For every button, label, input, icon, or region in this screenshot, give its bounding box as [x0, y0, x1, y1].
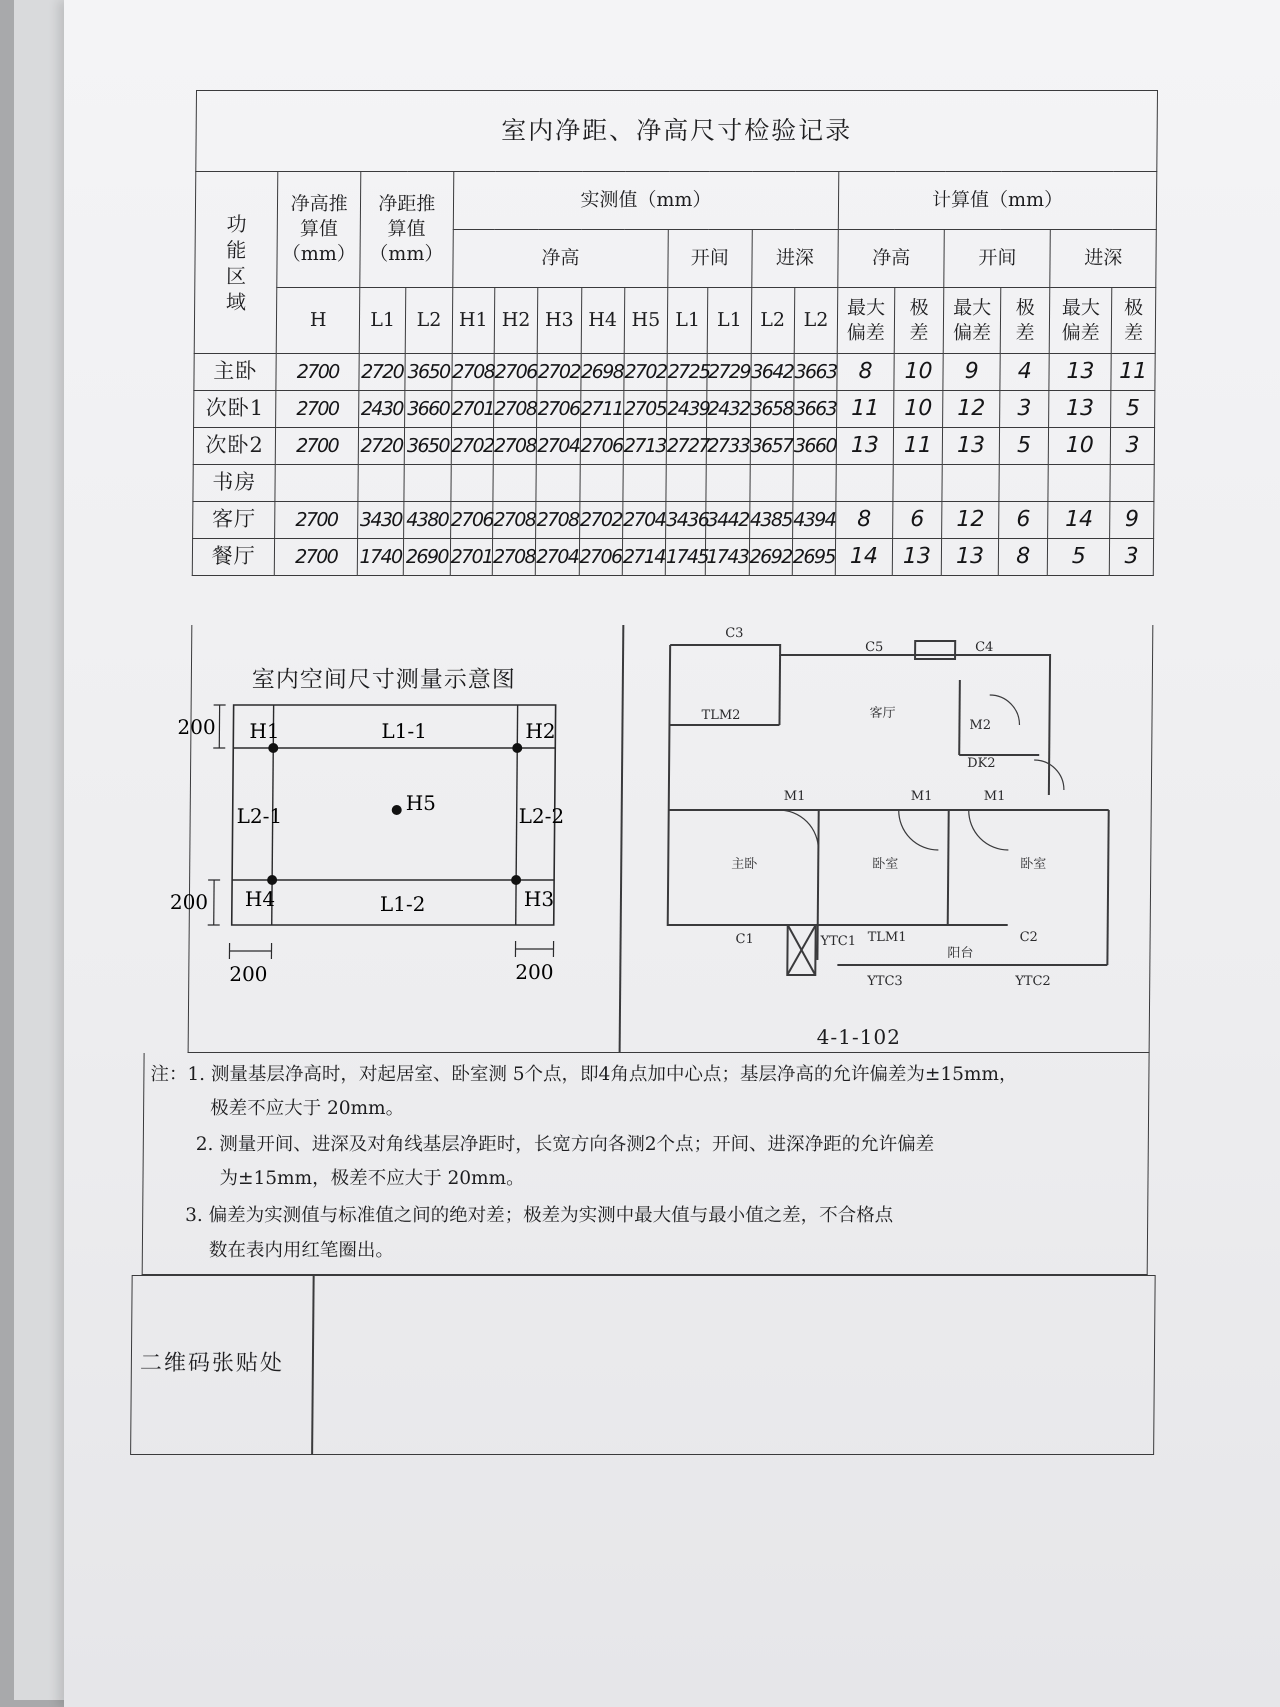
- measured-value-cell: 2432: [707, 391, 751, 428]
- code-cell: L1: [667, 288, 708, 354]
- plan-label: 主卧: [731, 857, 758, 872]
- area-cell: 次卧1: [194, 391, 277, 428]
- plan-label: M2: [969, 718, 992, 733]
- calc-value-cell: 13: [892, 539, 942, 576]
- note-line: 3. 偏差为实测值与标准值之间的绝对差；极差为实测中最大值与最小值之差，不合格点: [185, 1205, 894, 1226]
- calc-value-cell: 11: [893, 428, 943, 465]
- calc-value-cell: 10: [1049, 428, 1111, 465]
- calc-value-cell: 6: [999, 502, 1049, 539]
- measured-value-cell: 3436: [666, 502, 707, 539]
- calc-value-cell: 6: [892, 502, 942, 539]
- calc-value-cell: 5: [999, 428, 1049, 465]
- calc-value-cell: 3: [1110, 539, 1154, 576]
- range-header: 极 差: [894, 288, 944, 354]
- plan-label: TLM1: [867, 930, 907, 945]
- measured-value-cell: 2702: [451, 428, 494, 465]
- plan-label: 卧室: [1020, 857, 1047, 872]
- measured-value-cell: 2704: [536, 428, 580, 465]
- measured-value-cell: [358, 465, 405, 502]
- calc-value-cell: 10: [894, 354, 944, 391]
- measured-value-cell: 4380: [404, 502, 451, 539]
- calc-value-cell: [893, 465, 943, 502]
- area-header: 功 能 区 域: [194, 172, 278, 354]
- qr-divider: [311, 1276, 314, 1454]
- qr-label: 二维码张贴处: [139, 1351, 285, 1376]
- line-label: L1-1: [381, 719, 428, 743]
- measured-header: 实测值（mm）: [453, 172, 839, 230]
- measured-value-cell: 2702: [537, 354, 581, 391]
- line-label: L1-2: [379, 892, 426, 916]
- note-line: 数在表内用红笔圈出。: [208, 1240, 394, 1261]
- calc-value-cell: [836, 465, 893, 502]
- height-est-header: 净高推 算值 （mm）: [277, 172, 360, 288]
- measured-value-cell: 2702: [579, 502, 623, 539]
- area-cell: 次卧2: [193, 428, 276, 465]
- measured-value-cell: 2704: [622, 502, 666, 539]
- plan-label: C4: [975, 640, 994, 655]
- measured-value-cell: 2708: [536, 502, 580, 539]
- measured-value-cell: 3657: [750, 428, 794, 465]
- qr-section: [130, 1275, 1156, 1455]
- measurement-diagram: [169, 695, 622, 1015]
- measured-value-cell: 2704: [536, 539, 580, 576]
- code-cell: L2: [406, 288, 453, 354]
- measured-value-cell: 2692: [749, 539, 793, 576]
- table-row: [193, 502, 1154, 539]
- max-dev-header: 最大 偏差: [837, 288, 894, 354]
- measured-value-cell: [706, 465, 750, 502]
- area-cell: 客厅: [193, 502, 276, 539]
- measured-value-cell: 2690: [404, 539, 451, 576]
- point-label: H4: [244, 887, 276, 911]
- plan-label: DK2: [967, 756, 996, 771]
- plan-label: M1: [783, 789, 806, 804]
- calc-value-cell: 13: [942, 539, 999, 576]
- plan-label: C2: [1019, 930, 1038, 945]
- calc-value-cell: [1110, 465, 1154, 502]
- table-row: [193, 428, 1154, 465]
- measured-value-cell: 2706: [580, 428, 624, 465]
- code-cell: H: [277, 288, 360, 354]
- point-label: H5: [405, 791, 437, 815]
- note-line: 2. 测量开间、进深及对角线基层净距时，长宽方向各测2个点；开间、进深净距的允许偏差: [195, 1134, 935, 1155]
- point-label: H1: [249, 719, 280, 743]
- measured-value-cell: 3642: [750, 354, 794, 391]
- measured-value-cell: 2700: [275, 502, 358, 539]
- note-line: 极差不应大于 20mm。: [210, 1098, 405, 1119]
- code-cell: H4: [581, 288, 625, 354]
- calc-value-cell: 3: [1000, 391, 1050, 428]
- calc-value-cell: 13: [836, 428, 893, 465]
- measured-value-cell: 2700: [276, 354, 359, 391]
- measured-value-cell: 3658: [750, 391, 794, 428]
- calc-value-cell: 3: [1111, 428, 1155, 465]
- calc-value-cell: 5: [1111, 391, 1155, 428]
- calc-value-cell: 8: [837, 354, 894, 391]
- measured-value-cell: 2708: [492, 539, 536, 576]
- plan-label: TLM2: [701, 708, 741, 723]
- measured-value-cell: 2695: [792, 539, 836, 576]
- plan-label: YTC1: [820, 934, 857, 949]
- range-header: 极 差: [1000, 288, 1050, 354]
- measured-value-cell: 2711: [580, 391, 624, 428]
- calc-value-cell: 11: [1111, 354, 1155, 391]
- plan-label: 阳台: [947, 946, 974, 961]
- range-header: 极 差: [1111, 288, 1155, 354]
- record-table: [192, 90, 1158, 576]
- measured-value-cell: 3650: [405, 354, 452, 391]
- measured-value-cell: 3442: [706, 502, 750, 539]
- calc-value-cell: 11: [837, 391, 894, 428]
- measured-value-cell: 3660: [793, 428, 837, 465]
- measured-value-cell: 2720: [359, 354, 406, 391]
- calc-value-cell: 4: [1000, 354, 1050, 391]
- table-row: [194, 391, 1155, 428]
- point-label: H2: [525, 719, 556, 743]
- measured-value-cell: 2708: [493, 502, 537, 539]
- plan-label: 卧室: [872, 857, 899, 872]
- form-title: 室内净距、净高尺寸检验记录: [196, 91, 1158, 172]
- dist-est-header: 净距推 算值 （mm）: [360, 172, 454, 288]
- line-label: L2-2: [518, 804, 565, 828]
- plan-label: C1: [735, 932, 754, 947]
- measured-value-cell: 2701: [451, 391, 494, 428]
- measured-value-cell: 1743: [706, 539, 750, 576]
- code-cell: H2: [494, 288, 538, 354]
- calc-value-cell: 13: [943, 428, 1000, 465]
- calc-bay: 开间: [944, 230, 1051, 288]
- calc-value-cell: 12: [943, 391, 1000, 428]
- data-rows: [192, 354, 1155, 576]
- measured-value-cell: 3660: [405, 391, 452, 428]
- measured-value-cell: [793, 465, 837, 502]
- measured-value-cell: [536, 465, 580, 502]
- measured-value-cell: 2708: [494, 391, 538, 428]
- calc-value-cell: [942, 465, 999, 502]
- area-cell: 餐厅: [192, 539, 275, 576]
- plan-label: YTC2: [1015, 974, 1051, 989]
- calculated-header: 计算值（mm）: [838, 172, 1156, 230]
- measured-value-cell: [275, 465, 358, 502]
- notes-section: [142, 1053, 1150, 1275]
- measured-value-cell: [623, 465, 667, 502]
- calc-value-cell: 5: [1048, 539, 1110, 576]
- code-cell: L2: [794, 288, 838, 354]
- max-dev-header: 最大 偏差: [943, 288, 1000, 354]
- measured-value-cell: 2706: [450, 502, 493, 539]
- plan-label: M1: [983, 789, 1006, 804]
- measured-value-cell: [666, 465, 707, 502]
- measured-value-cell: 2729: [707, 354, 751, 391]
- unit-label: 4-1-102: [816, 1025, 901, 1049]
- calc-value-cell: 8: [998, 539, 1048, 576]
- measured-value-cell: 4385: [749, 502, 793, 539]
- calc-value-cell: 14: [1048, 502, 1110, 539]
- measured-value-cell: 2725: [667, 354, 708, 391]
- offset-label: 200: [515, 960, 554, 984]
- offset-label: 200: [169, 890, 209, 914]
- calc-value-cell: 14: [835, 539, 892, 576]
- calc-value-cell: 8: [836, 502, 893, 539]
- inspection-form: [139, 90, 1158, 1467]
- measured-value-cell: 2700: [276, 391, 359, 428]
- note-line: 注：1. 测量基层净高时，对起居室、卧室测 5个点，即4角点加中心点；基层净高的允许偏差为±15mm，: [150, 1064, 1018, 1085]
- measured-value-cell: 2714: [622, 539, 666, 576]
- calc-value-cell: [1048, 465, 1110, 502]
- code-cell: H1: [452, 288, 495, 354]
- max-dev-header: 最大 偏差: [1050, 288, 1112, 354]
- diagram-title: 室内空间尺寸测量示意图: [251, 667, 516, 693]
- measured-value-cell: 3663: [793, 391, 837, 428]
- measured-value-cell: 2713: [623, 428, 667, 465]
- calc-value-cell: 9: [943, 354, 1000, 391]
- measured-value-cell: 2702: [624, 354, 668, 391]
- calc-depth: 进深: [1050, 230, 1156, 288]
- measured-value-cell: 2705: [623, 391, 667, 428]
- measured-value-cell: [451, 465, 494, 502]
- measured-value-cell: [493, 465, 537, 502]
- measured-value-cell: 2720: [358, 428, 405, 465]
- table-row: [193, 465, 1154, 502]
- calc-value-cell: 13: [1049, 354, 1111, 391]
- area-cell: 主卧: [194, 354, 277, 391]
- offset-label: 200: [177, 715, 216, 739]
- table-row: [194, 354, 1155, 391]
- plan-label: YTC3: [867, 974, 903, 989]
- code-cell: L1: [359, 288, 406, 354]
- measured-value-cell: 2733: [707, 428, 751, 465]
- measured-value-cell: [579, 465, 623, 502]
- measured-value-cell: [404, 465, 451, 502]
- code-cell: L1: [707, 288, 751, 354]
- plan-label: C5: [865, 640, 884, 655]
- code-cell: L2: [751, 288, 795, 354]
- measured-value-cell: 3650: [405, 428, 452, 465]
- measured-value-cell: [749, 465, 793, 502]
- line-label: L2-1: [236, 804, 283, 828]
- note-line: 为±15mm，极差不应大于 20mm。: [219, 1168, 525, 1189]
- offset-label: 200: [229, 962, 268, 986]
- code-cell: H5: [624, 288, 668, 354]
- calc-net-height: 净高: [838, 230, 945, 288]
- point-label: H3: [523, 887, 555, 911]
- measured-value-cell: 2698: [580, 354, 624, 391]
- measured-value-cell: 2700: [275, 539, 358, 576]
- measured-value-cell: 2430: [359, 391, 406, 428]
- calc-value-cell: 10: [893, 391, 943, 428]
- calc-value-cell: 12: [942, 502, 999, 539]
- floor-plan: [627, 625, 1154, 1025]
- plan-label: C3: [725, 626, 744, 641]
- measured-depth: 进深: [751, 230, 838, 288]
- measured-value-cell: 2700: [276, 428, 359, 465]
- code-cell: H3: [537, 288, 581, 354]
- measured-value-cell: 2706: [537, 391, 581, 428]
- measured-value-cell: 2706: [494, 354, 538, 391]
- calc-value-cell: 13: [1049, 391, 1111, 428]
- measured-value-cell: 4394: [792, 502, 836, 539]
- measured-value-cell: 2706: [579, 539, 623, 576]
- plan-label: 客厅: [869, 706, 896, 721]
- table-row: [192, 539, 1153, 576]
- calc-value-cell: 9: [1110, 502, 1154, 539]
- area-cell: 书房: [193, 465, 276, 502]
- measured-value-cell: 1740: [357, 539, 404, 576]
- measured-value-cell: 3430: [358, 502, 405, 539]
- measured-bay: 开间: [668, 230, 752, 288]
- measured-net-height: 净高: [452, 230, 668, 288]
- calc-value-cell: [999, 465, 1049, 502]
- diagram-section: [169, 625, 1154, 1053]
- measured-value-cell: 2701: [450, 539, 493, 576]
- measured-value-cell: 2727: [666, 428, 707, 465]
- measured-value-cell: 1745: [665, 539, 706, 576]
- measured-value-cell: 2439: [667, 391, 708, 428]
- measured-value-cell: 2708: [452, 354, 495, 391]
- plan-label: M1: [910, 789, 933, 804]
- measured-value-cell: 2708: [493, 428, 537, 465]
- measured-value-cell: 3663: [794, 354, 838, 391]
